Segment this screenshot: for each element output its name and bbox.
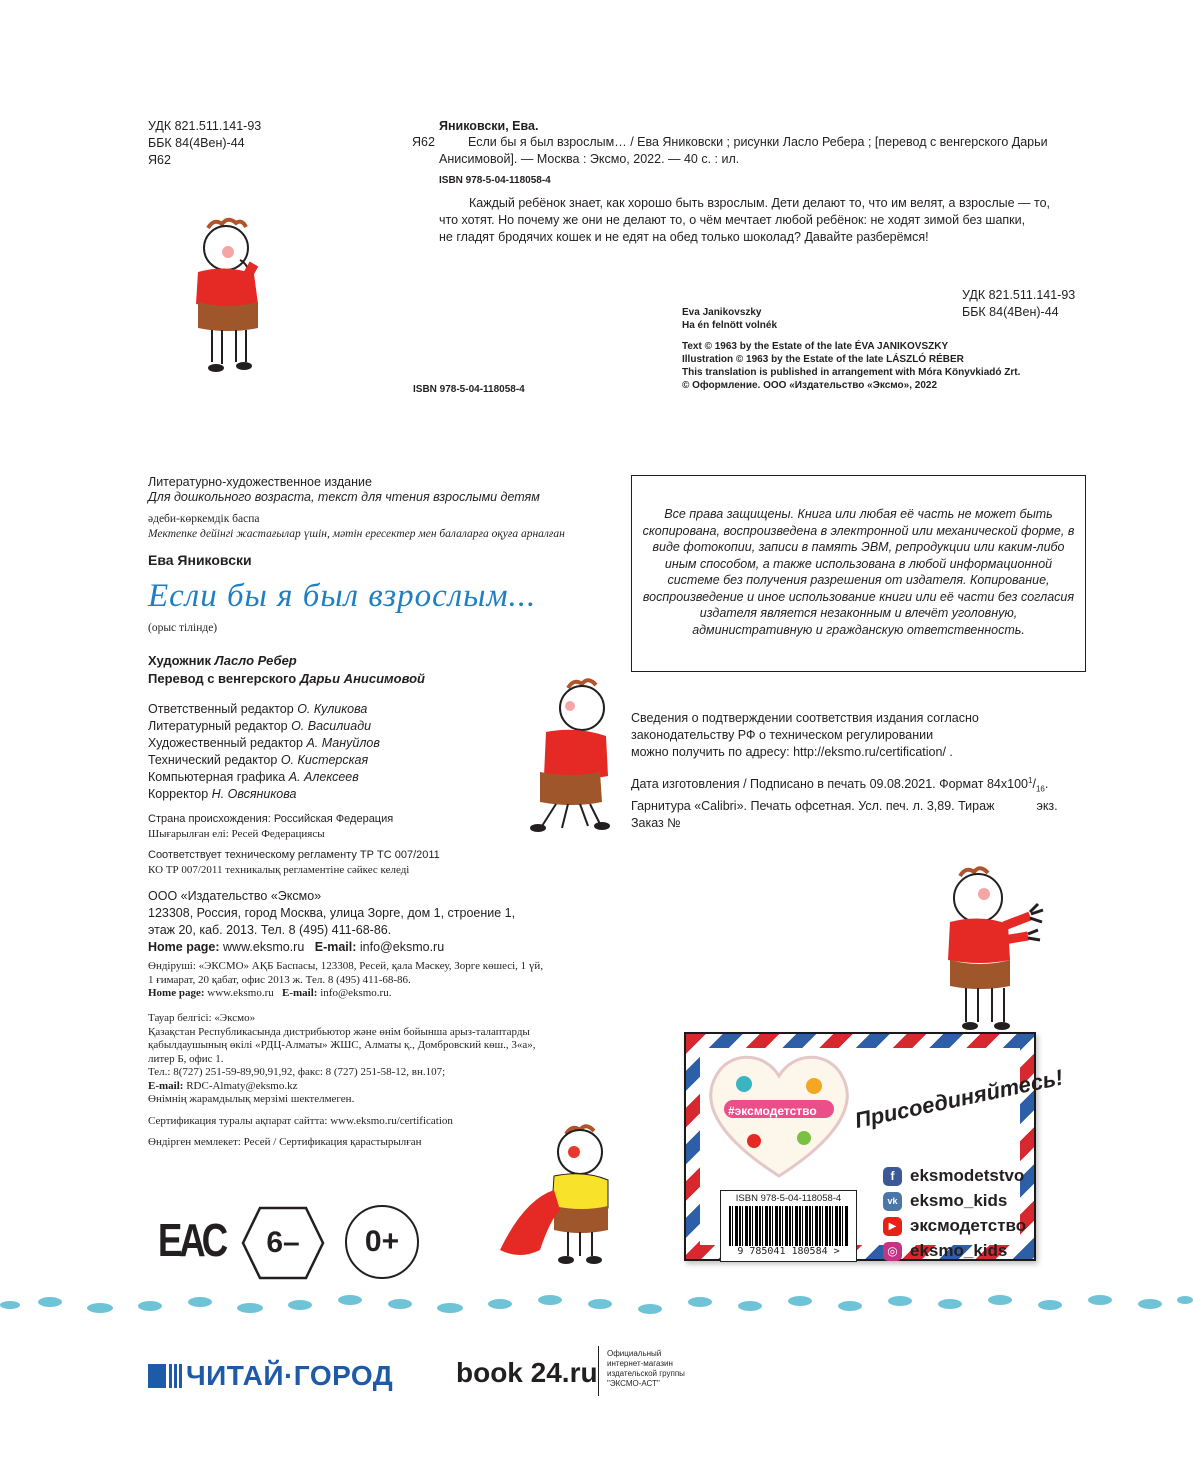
- catalog-author: Яниковски, Ева.: [439, 119, 539, 133]
- hashtag-label: #эксмодетство: [728, 1104, 817, 1118]
- barcode-bars: [729, 1206, 848, 1246]
- staff-row: Корректор Н. Овсяникова: [148, 787, 297, 801]
- udk-label: УДК 821.511.141-93: [148, 119, 262, 133]
- kz-distributor-block: Тауар белгісі: «Эксмо» Қазақстан Республикасында дистрибьютор және өнім бойынша арыз-талаптарды қабылдаушының өкілі «РДЦ-Алматы» ЖШС, Алматы қ., Домбровский көш., 3«а», литер Б, офис 1. Тел.: 8(727) 251-59-89,90,91,92, факс: 8 (727) 251-58-12, вн.107; E-mail: RDC-Almaty@eksmo.kz Өнімнің жарамдылық мерзімі шектелмеген. Сертификация туралы ақпарат сайтта: www.eksmo.ru/certification Өндірген мемлекет: Ресей / Сертификация қарастырылған: [148, 1012, 536, 1148]
- boy-stop-illustration: [938, 860, 1048, 1035]
- age-6-label: 6–: [266, 1226, 300, 1259]
- kz-publisher-block: Өндіруші: «ЭКСМО» АҚБ Баспасы, 123308, Ресей, қала Мәскеу, Зорге көшесі, 1 үй, 1 ғимарат, 20 қабат, офис 2013 ж. Тел. 8 (495) 411-68-86. Home page: www.eksmo.ru E-mail: info@eksmo.ru.: [148, 960, 544, 999]
- bbk-label: ББК 84(4Вен)-44: [962, 305, 1059, 319]
- isbn-middle: ISBN 978-5-04-118058-4: [413, 384, 525, 395]
- top-left-index: [148, 118, 261, 169]
- copyright-line: This translation is published in arrangement with Móra Könyvkiadó Zrt.: [682, 367, 1021, 378]
- social-facebook[interactable]: f eksmodetstvo: [883, 1166, 1024, 1186]
- social-youtube[interactable]: ▶ эксмодетство: [883, 1216, 1026, 1236]
- origin-info: [148, 812, 393, 842]
- rights-notice-text: Все права защищены. Книга или любая её часть не может быть скопирована, воспроизведена в электронной или механической форме, в виде фотокопии, записи в память ЭВМ, репродукции или каким-либо иным способом, а также использована в любой информационной системе без получения разрешения от издателя. Копирование, воспроизведение и иное использование книги или её части без согласия издателя является незаконным и влечёт уголовную, административную и гражданскую ответственность.: [642, 507, 1075, 637]
- social-envelope: [684, 1032, 1066, 1261]
- email-link[interactable]: info@eksmo.ru: [359, 940, 445, 954]
- lang-note: (орыс тілінде): [148, 622, 218, 634]
- translator-name: Дарьи Анисимовой: [299, 671, 425, 686]
- catalog-code: Я62: [412, 135, 435, 149]
- catalog-annotation: [439, 195, 1050, 246]
- copyright-line: Text © 1963 by the Estate of the late ÉVA JANIKOVSZKY: [682, 341, 949, 352]
- edition-type: Литературно-художественное издание: [148, 475, 372, 489]
- origin-ru: Страна происхождения: Российская Федерация: [148, 813, 394, 825]
- staff-row: Ответственный редактор О. Куликова: [148, 702, 368, 716]
- edition-author: Ева Яниковски: [148, 552, 252, 568]
- artist-label: Художник: [148, 653, 211, 668]
- original-edition: [682, 306, 1020, 392]
- regulation-kz: КО ТР 007/2011 техникалық регламентіне сәйкес келеді: [148, 864, 410, 876]
- boy-cape-illustration: [494, 1120, 614, 1270]
- certification-link[interactable]: можно получить по адресу: http://eksmo.ru/certification/ .: [631, 745, 953, 759]
- publisher-address: 123308, Россия, город Москва, улица Зорге, дом 1, строение 1,: [148, 906, 516, 920]
- edition-age: Для дошкольного возраста, текст для чтения взрослыми детям: [148, 490, 540, 504]
- annotation-line: не гладят бродячих кошек и не едят на обед только шоколад? Давайте разберёмся!: [439, 230, 929, 244]
- footer-divider: [598, 1346, 599, 1396]
- age-0-badge: 0+: [345, 1205, 419, 1279]
- eac-mark: ЕАС: [157, 1214, 225, 1266]
- publisher-name: ООО «Издательство «Эксмо»: [148, 889, 322, 903]
- home-page-link[interactable]: www.eksmo.ru: [223, 940, 305, 954]
- original-author: Eva Janikovszky: [682, 307, 762, 318]
- certification-info: Сведения о подтверждении соответствия издания согласно законодательству РФ о техническом регулировании можно получить по адресу: http://eksmo.ru/certification/ .: [631, 711, 979, 759]
- boy-walking-illustration: [516, 672, 616, 837]
- staff-row: Художественный редактор А. Мануйлов: [148, 736, 380, 750]
- facebook-icon: f: [883, 1167, 902, 1186]
- staff-row: Литературный редактор О. Василиади: [148, 719, 372, 733]
- book24-logo[interactable]: book 24.ru: [456, 1357, 598, 1388]
- rdc-email-link[interactable]: RDC-Almaty@eksmo.kz: [186, 1079, 298, 1092]
- chitai-gorod-label: ЧИТАЙ·ГОРОД: [186, 1360, 394, 1391]
- copyright-line: © Оформление. ООО «Издательство «Эксмо», 2022: [682, 380, 938, 391]
- decorative-wave: [0, 1280, 1193, 1320]
- translation-label: Перевод с венгерского: [148, 671, 297, 686]
- official-store-note: Официальный интернет-магазин издательской группы "ЭКСМО-АСТ": [607, 1349, 685, 1388]
- kz-home-link[interactable]: www.eksmo.ru: [207, 987, 274, 999]
- udk-label: УДК 821.511.141-93: [962, 288, 1076, 302]
- author-mark: Я62: [148, 153, 171, 167]
- edition-kz-type: әдеби-көркемдік баспа: [148, 513, 260, 525]
- bbk-label: ББК 84(4Вен)-44: [148, 136, 245, 150]
- original-title: Ha én felnött volnék: [682, 320, 778, 331]
- annotation-line: Каждый ребёнок знает, как хорошо быть взрослым. Дети делают то, что им велят, а взрослые — то,: [469, 196, 1051, 210]
- kz-made-in: Өндірген мемлекет: Ресей / Сертификация қарастырылған: [148, 1136, 422, 1148]
- chitai-bars-icon: [169, 1364, 183, 1388]
- chitai-gorod-logo[interactable]: [148, 1360, 393, 1392]
- join-label: Присоединяйтесь!: [852, 1064, 1066, 1134]
- publisher-block: ООО «Издательство «Эксмо» 123308, Россия, город Москва, улица Зорге, дом 1, строение 1, этаж 20, каб. 2013. Тел. 8 (495) 411-68-86. Home page: www.eksmo.ru E-mail: info@eksmo.ru: [148, 889, 516, 954]
- vk-icon: vk: [883, 1192, 902, 1211]
- publisher-address: этаж 20, каб. 2013. Тел. 8 (495) 411-68-86.: [148, 923, 392, 937]
- barcode-isbn: ISBN 978-5-04-118058-4: [735, 1193, 842, 1204]
- instagram-icon: ◎: [883, 1242, 902, 1261]
- barcode: [720, 1190, 857, 1262]
- artist-name: Ласло Ребер: [214, 653, 297, 668]
- kz-cert-line: Сертификация туралы ақпарат сайтта: www.eksmo.ru/certification: [148, 1114, 453, 1127]
- catalog-isbn: ISBN 978-5-04-118058-4: [439, 175, 551, 186]
- social-instagram[interactable]: ◎ eksmo_kids: [883, 1241, 1007, 1261]
- edition-kz-age: Мектепке дейінгі жастағылар үшін, мәтін ересектер мен балаларға оқуға арналған: [148, 528, 565, 540]
- social-vk[interactable]: vk eksmo_kids: [883, 1191, 1007, 1211]
- copyright-line: Illustration © 1963 by the Estate of the late LÁSZLÓ RÉBER: [682, 354, 964, 365]
- regulation-info: [148, 848, 440, 878]
- origin-kz: Шығарылған елі: Ресей Федерациясы: [148, 828, 325, 840]
- boy-thinking-illustration: [188, 210, 268, 380]
- print-info: Дата изготовления / Подписано в печать 09.08.2021. Формат $84х100^1/_{16}$. Гарнитура «Calibri». Печать офсетная. Усл. печ. л. 3,89. Тираж экз. Заказ №: [631, 776, 1058, 830]
- annotation-line: что хотят. Но почему же они не делают то, о чём мечтает любой ребёнок: не ходят зимой без шапки,: [439, 213, 1026, 227]
- youtube-icon: ▶: [883, 1217, 902, 1236]
- catalog-title-line-2: Анисимовой]. — Москва : Эксмо, 2022. — 40 с. : ил.: [439, 152, 740, 166]
- staff-list: [148, 701, 380, 803]
- kz-email-link[interactable]: info@eksmo.ru.: [320, 987, 392, 999]
- credits: [148, 652, 425, 688]
- regulation-ru: Соответствует техническому регламенту ТР ТС 007/2011: [148, 849, 440, 861]
- staff-row: Компьютерная графика А. Алексеев: [148, 770, 359, 784]
- staff-row: Технический редактор О. Кистерская: [148, 753, 369, 767]
- barcode-digits: 9 785041 180584 >: [737, 1246, 840, 1257]
- rights-notice-box: [631, 475, 1086, 672]
- book-title: Если бы я был взрослым...: [148, 578, 537, 614]
- chitai-square-icon: [148, 1364, 166, 1388]
- catalog-title-line-1: Если бы я был взрослым… / Ева Яниковски ; рисунки Ласло Ребера ; [перевод с венгерского Дарьи: [468, 135, 1048, 149]
